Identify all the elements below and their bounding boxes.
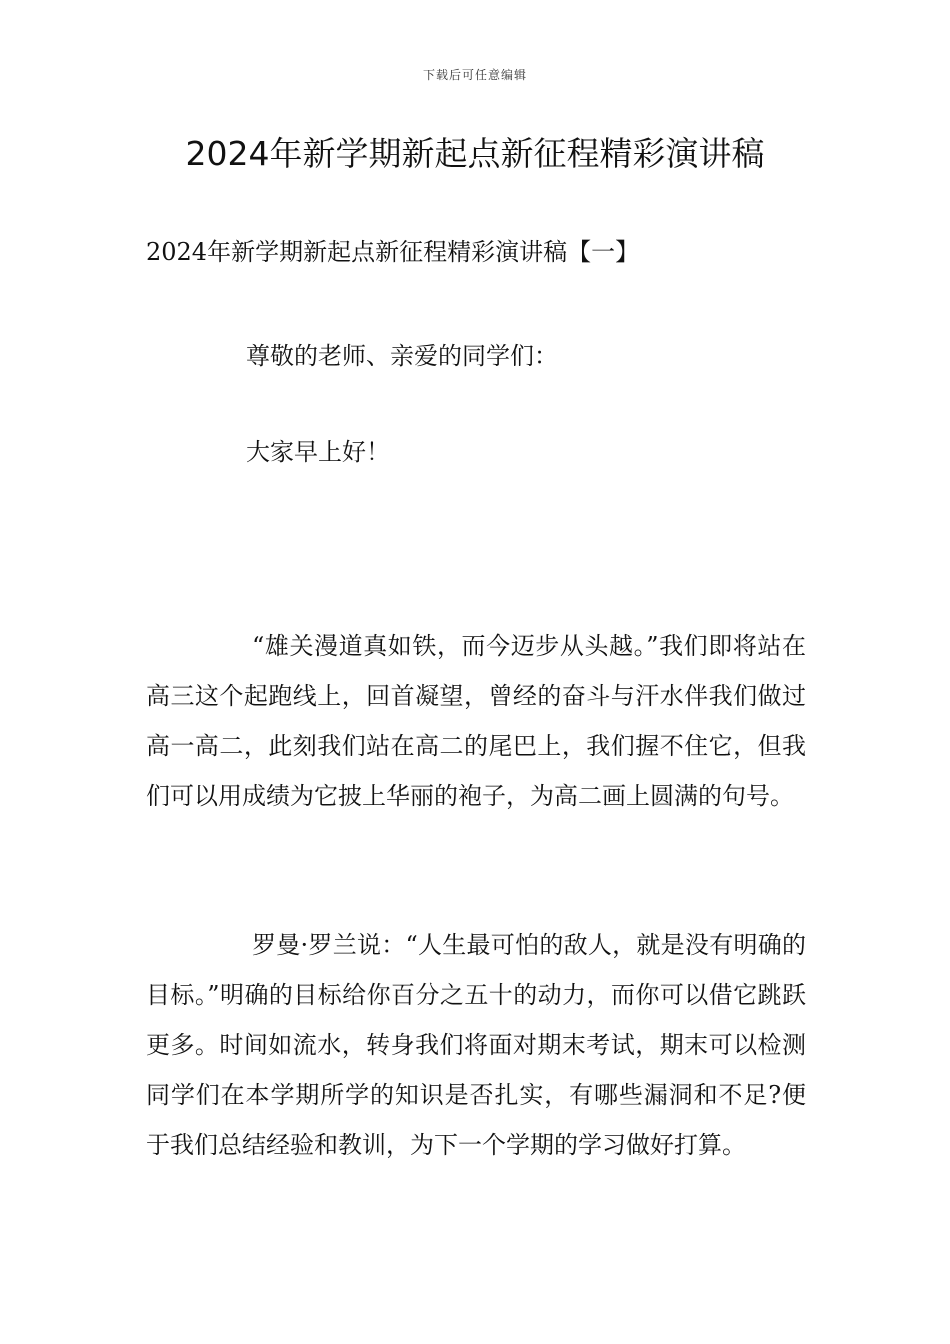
morning-greeting: 大家早上好！ (246, 438, 390, 466)
document-title: 2024年新学期新起点新征程精彩演讲稿 (185, 134, 765, 173)
body-paragraph-1: “雄关漫道真如铁，而今迈步从头越。”我们即将站在高三这个起跑线上，回首凝望，曾经的奋斗与汗水伴我们做过高一高二，此刻我们站在高二的尾巴上，我们握不住它，但我们可以用成绩为它披上华丽的袍子，为高二画上圆满的句号。 (146, 632, 806, 810)
greeting-line: 尊敬的老师、亲爱的同学们： (246, 342, 558, 370)
section-title: 2024年新学期新起点新征程精彩演讲稿【一】 (146, 238, 640, 266)
header-note: 下载后可任意编辑 (422, 68, 527, 82)
body-paragraph-2: 罗曼·罗兰说：“人生最可怕的敌人，就是没有明确的目标。”明确的目标给你百分之五十的动力，而你可以借它跳跃更多。时间如流水，转身我们将面对期末考试，期末可以检测同学们在本学期所学的知识是否扎实，有哪些漏洞和不足?便于我们总结经验和教训，为下一个学期的学习做好打算。 (146, 931, 806, 1159)
